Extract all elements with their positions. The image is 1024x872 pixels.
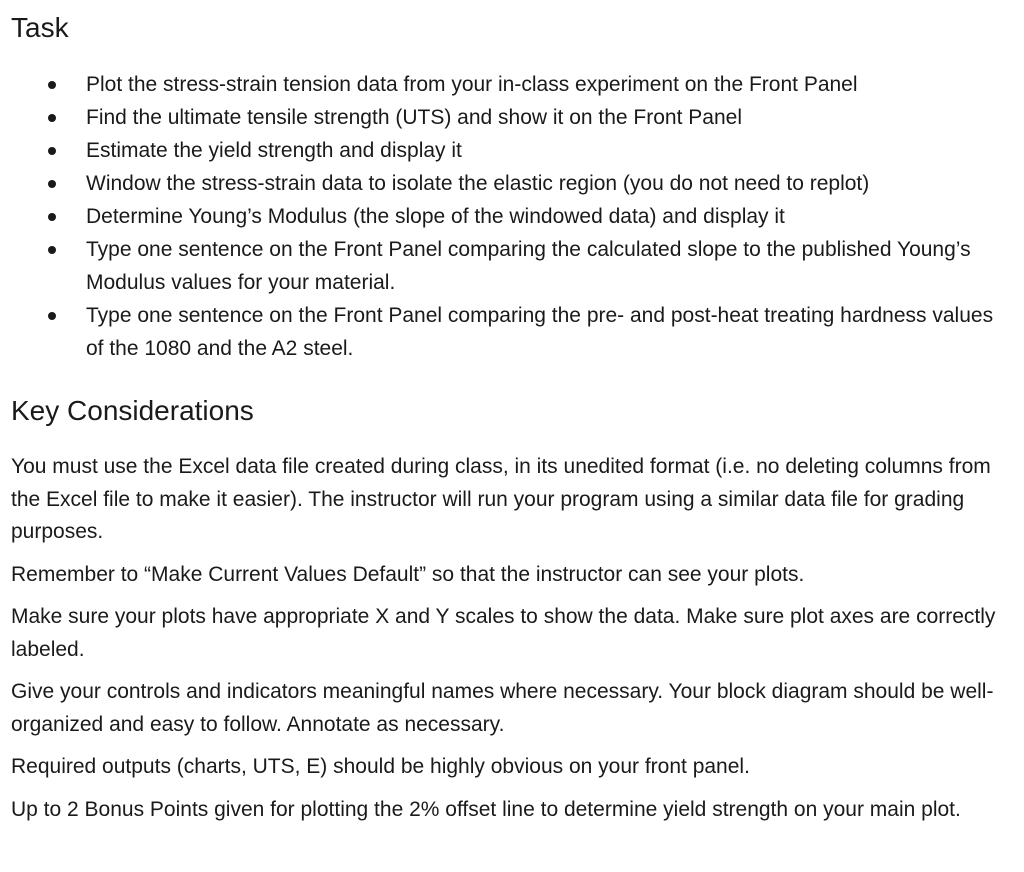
task-item [11,167,1011,200]
bullet-icon [48,147,56,155]
consideration-paragraph: Required outputs (charts, UTS, E) should be highly obvious on your front panel. [11,755,750,778]
bullet-icon [48,180,56,188]
task-item [11,200,1011,233]
bullet-icon [48,312,56,320]
consideration-paragraph: Remember to “Make Current Values Default” so that the instructor can see your plots. [11,562,805,586]
bullet-icon [48,213,56,221]
task-item [11,101,1011,134]
task-item [11,299,1011,365]
consideration-paragraph: You must use the Excel data file created during class, in its unedited format (i.e. no deleting columns from the Excel file to make it easier). The instructor will run your program using a similar data file for grading purposes. [11,455,991,543]
key-considerations-heading: Key Considerations [11,395,254,426]
task-heading: Task [11,12,69,43]
task-item-text: Estimate the yield strength and display it [86,139,462,162]
bullet-icon [48,114,56,122]
task-item [11,134,1011,167]
task-item [11,233,1011,299]
task-item-text: Type one sentence on the Front Panel comparing the pre- and post-heat treating hardness values of the 1080 and the A2 steel. [86,304,994,360]
consideration-paragraph: Make sure your plots have appropriate X and Y scales to show the data. Make sure plot axes are correctly labeled. [11,605,996,661]
task-item-text: Window the stress-strain data to isolate the elastic region (you do not need to replot) [86,172,870,195]
consideration-paragraph: Give your controls and indicators meaningful names where necessary. Your block diagram should be well-organized and easy to follow. Annotate as necessary. [11,680,994,736]
bullet-icon [48,246,56,254]
consideration-paragraph: Up to 2 Bonus Points given for plotting the 2% offset line to determine yield strength on your main plot. [11,797,961,821]
key-considerations-body [11,451,1011,836]
task-list [11,68,1011,365]
task-item-text: Find the ultimate tensile strength (UTS) and show it on the Front Panel [86,106,742,129]
task-item [11,68,1011,101]
task-item-text: Type one sentence on the Front Panel comparing the calculated slope to the published Young’s Modulus values for your material. [86,238,971,294]
task-item-text: Plot the stress-strain tension data from your in-class experiment on the Front Panel [86,73,858,96]
task-item-text: Determine Young’s Modulus (the slope of the windowed data) and display it [86,205,785,228]
bullet-icon [48,81,56,89]
